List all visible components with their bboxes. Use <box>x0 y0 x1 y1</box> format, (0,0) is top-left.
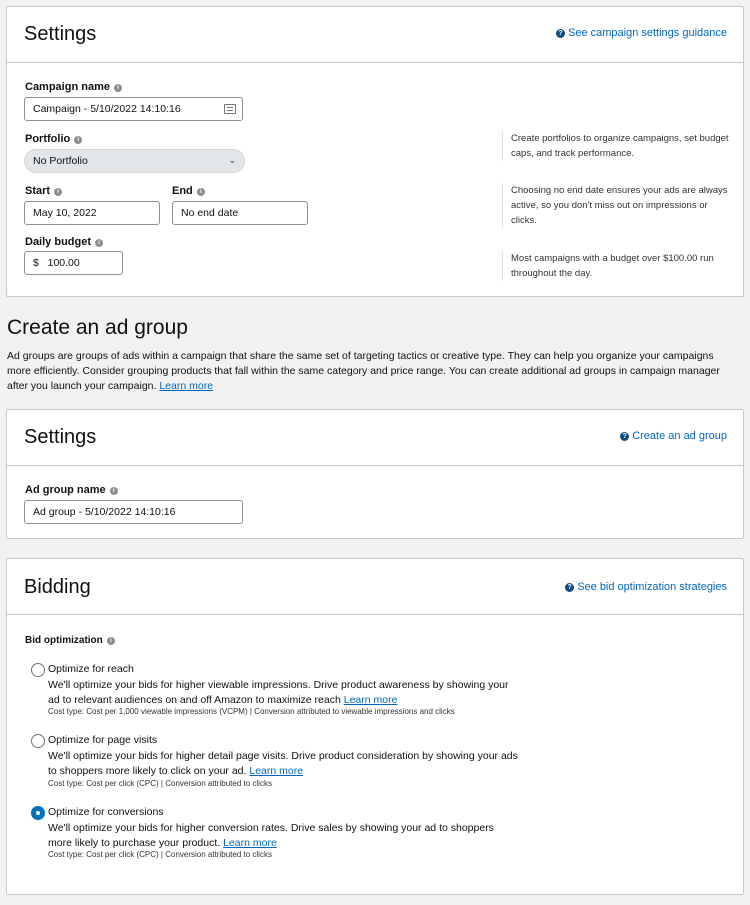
campaign-name-input[interactable]: Campaign - 5/10/2022 14:10:16 <box>24 97 243 121</box>
info-icon[interactable]: i <box>197 188 205 196</box>
option-label: Optimize for reach <box>48 663 134 675</box>
end-date-input[interactable]: No end date <box>172 201 308 225</box>
radio-button-selected[interactable] <box>31 806 45 820</box>
daily-budget-label: Daily budget i <box>25 236 103 248</box>
info-icon[interactable]: i <box>110 487 118 495</box>
info-icon[interactable]: i <box>114 84 122 92</box>
learn-more-link[interactable]: Learn more <box>249 765 304 777</box>
option-label: Optimize for page visits <box>48 734 158 746</box>
list-icon <box>224 104 236 114</box>
campaign-name-label: Campaign name i <box>25 81 122 93</box>
info-icon[interactable]: i <box>74 136 82 144</box>
ad-group-name-label: Ad group name i <box>25 484 118 496</box>
option-description: We'll optimize your bids for higher detail page visits. Drive product consideration by showing your ads to shoppers more likely to click on your ad. Learn more <box>48 750 518 777</box>
end-label: End i <box>172 185 205 197</box>
card-title: Settings <box>24 23 97 45</box>
info-icon[interactable]: i <box>54 188 62 196</box>
cost-type: Cost type: Cost per click (CPC) | Conversion attributed to clicks <box>48 850 272 859</box>
help-icon: ? <box>565 583 574 592</box>
radio-button[interactable] <box>31 663 45 677</box>
portfolio-select[interactable]: No Portfolio ⌄ <box>24 149 245 173</box>
option-description: We'll optimize your bids for higher conversion rates. Drive sales by showing your ad to shoppers more likely to purchase your product. Learn more <box>48 822 494 849</box>
ad-group-name-input[interactable]: Ad group - 5/10/2022 14:10:16 <box>24 500 243 524</box>
bidding-card <box>6 558 744 895</box>
option-label: Optimize for conversions <box>48 806 164 818</box>
start-label: Start i <box>25 185 62 197</box>
section-title: Create an ad group <box>7 316 188 339</box>
chevron-down-icon: ⌄ <box>228 155 236 165</box>
create-ad-group-link[interactable]: ? Create an ad group <box>620 430 727 442</box>
section-description: Ad groups are groups of ads within a campaign that share the same set of targeting tactics or creative type. They can help you organize your campaigns more efficiently. Consider grouping products that fall within the same category and price range. You can create additional ad groups in campaign manager after you launch your campaign. Learn more <box>7 350 720 392</box>
bid-optimization-label: Bid optimization i <box>25 635 115 646</box>
campaign-guidance-link[interactable]: ? See campaign settings guidance <box>556 27 727 39</box>
start-date-input[interactable]: May 10, 2022 <box>24 201 160 225</box>
budget-value: 100.00 <box>47 257 80 269</box>
campaign-settings-card <box>6 6 744 297</box>
currency-symbol: $ <box>33 257 39 269</box>
daily-budget-input[interactable] <box>24 251 123 275</box>
info-icon[interactable]: i <box>95 239 103 247</box>
info-icon[interactable]: i <box>107 637 115 645</box>
cost-type: Cost type: Cost per 1,000 viewable impressions (VCPM) | Conversion attributed to viewable impressions and clicks <box>48 707 455 716</box>
portfolio-hint: Create portfolios to organize campaigns, set budget caps, and track performance. <box>502 131 732 161</box>
bid-strategies-link[interactable]: ? See bid optimization strategies <box>565 581 727 593</box>
learn-more-link[interactable]: Learn more <box>343 694 398 706</box>
card-header <box>7 7 743 63</box>
help-icon: ? <box>620 432 629 441</box>
portfolio-label: Portfolio i <box>25 133 82 145</box>
help-icon: ? <box>556 29 565 38</box>
cost-type: Cost type: Cost per click (CPC) | Conversion attributed to clicks <box>48 779 272 788</box>
card-header <box>7 559 743 615</box>
date-hint: Choosing no end date ensures your ads are always active, so you don't miss out on impressions or clicks. <box>502 183 732 228</box>
budget-hint: Most campaigns with a budget over $100.00 run throughout the day. <box>502 251 732 281</box>
card-header <box>7 410 743 466</box>
card-title: Settings <box>24 426 97 448</box>
learn-more-link[interactable]: Learn more <box>159 380 214 392</box>
learn-more-link[interactable]: Learn more <box>223 837 277 849</box>
ad-group-settings-card <box>6 409 744 539</box>
card-title: Bidding <box>24 576 91 598</box>
radio-button[interactable] <box>31 734 45 748</box>
option-description: We'll optimize your bids for higher viewable impressions. Drive product awareness by showing your ad to relevant audiences on and off Amazon to maximize reach Learn more <box>48 679 509 706</box>
